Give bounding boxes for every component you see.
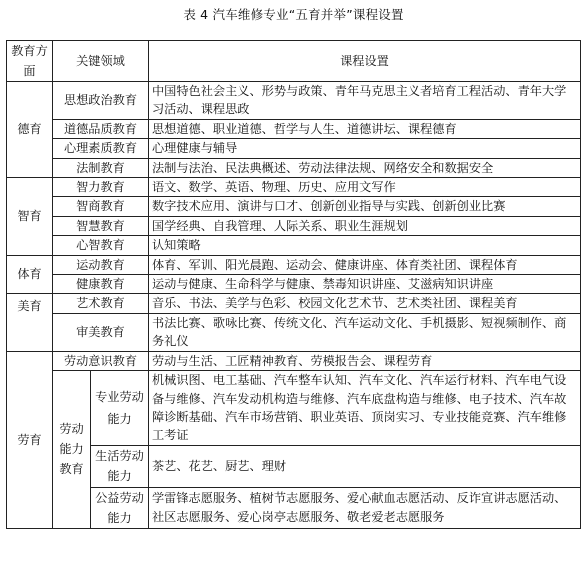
area-label: 艺术教育 <box>53 294 149 313</box>
course-cell: 劳动与生活、工匠精神教育、劳模报告会、课程劳育 <box>149 351 581 370</box>
course-cell: 书法比赛、歌咏比赛、传统文化、汽车运动文化、手机摄影、短视频制作、商务礼仪 <box>149 313 581 351</box>
table-row <box>7 82 581 120</box>
table-row <box>7 236 581 255</box>
course-cell: 国学经典、自我管理、人际关系、职业生涯规划 <box>149 216 581 235</box>
sub-area-label: 专业劳动能力 <box>91 371 149 446</box>
area-label: 心智教育 <box>53 236 149 255</box>
area-label: 智商教育 <box>53 197 149 216</box>
course-cell: 茶艺、花艺、厨艺、理财 <box>149 445 581 487</box>
table-row <box>7 158 581 177</box>
ability-group-label: 劳动能力教育 <box>53 371 91 529</box>
aspect-label: 智育 <box>7 178 53 256</box>
aspect-label: 美育 <box>7 294 53 351</box>
area-label: 道德品质教育 <box>53 119 149 138</box>
table-row <box>7 275 581 294</box>
course-cell: 心理健康与辅导 <box>149 139 581 158</box>
area-label: 运动教育 <box>53 255 149 274</box>
table-row <box>7 255 581 274</box>
table-row <box>7 445 581 487</box>
aspect-label: 德育 <box>7 82 53 178</box>
aspect-label: 体育 <box>7 255 53 294</box>
table-row <box>7 313 581 351</box>
table-row <box>7 197 581 216</box>
area-label: 智力教育 <box>53 178 149 197</box>
course-cell: 法制与法治、民法典概述、劳动法律法规、网络安全和数据安全 <box>149 158 581 177</box>
table-row <box>7 119 581 138</box>
area-label: 健康教育 <box>53 275 149 294</box>
aspect-label: 劳育 <box>7 351 53 528</box>
table-row <box>7 487 581 528</box>
course-cell: 体育、军训、阳光晨跑、运动会、健康讲座、体育类社团、课程体育 <box>149 255 581 274</box>
course-cell: 思想道德、职业道德、哲学与人生、道德讲坛、课程德育 <box>149 119 581 138</box>
course-cell: 音乐、书法、美学与色彩、校园文化艺术节、艺术类社团、课程美育 <box>149 294 581 313</box>
course-cell: 学雷锋志愿服务、植树节志愿服务、爱心献血志愿活动、反诈宣讲志愿活动、社区志愿服务、爱心岗亭志愿服务、敬老爱老志愿服务 <box>149 487 581 528</box>
course-table <box>6 40 581 529</box>
sub-area-label: 公益劳动能力 <box>91 487 149 528</box>
table-row <box>7 371 581 446</box>
table-row <box>7 139 581 158</box>
table-header-row <box>7 41 581 82</box>
table-row <box>7 216 581 235</box>
course-cell: 认知策略 <box>149 236 581 255</box>
area-label: 劳动意识教育 <box>53 351 149 370</box>
area-label: 心理素质教育 <box>53 139 149 158</box>
header-education-aspect: 教育方面 <box>7 41 53 82</box>
area-label: 审美教育 <box>53 313 149 351</box>
area-label: 智慧教育 <box>53 216 149 235</box>
course-cell: 运动与健康、生命科学与健康、禁毒知识讲座、艾滋病知识讲座 <box>149 275 581 294</box>
header-course-setting: 课程设置 <box>149 41 581 82</box>
course-cell: 数字技术应用、演讲与口才、创新创业指导与实践、创新创业比赛 <box>149 197 581 216</box>
course-cell: 机械识图、电工基础、汽车整车认知、汽车文化、汽车运行材料、汽车电气设备与维修、汽车发动机构造与维修、汽车底盘构造与维修、电子技术、汽车故障诊断基础、汽车市场营销、职业英语、顶岗实习、专业技能竞赛、汽车维修工考证 <box>149 371 581 446</box>
table-row <box>7 351 581 370</box>
area-label: 法制教育 <box>53 158 149 177</box>
area-label: 思想政治教育 <box>53 82 149 120</box>
table-row <box>7 178 581 197</box>
header-key-area: 关键领域 <box>53 41 149 82</box>
sub-area-label: 生活劳动能力 <box>91 445 149 487</box>
course-cell: 语文、数学、英语、物理、历史、应用文写作 <box>149 178 581 197</box>
table-caption: 表 4 汽车维修专业“五育并举”课程设置 <box>183 7 404 22</box>
course-cell: 中国特色社会主义、形势与政策、青年马克思主义者培育工程活动、青年大学习活动、课程思政 <box>149 82 581 120</box>
table-row <box>7 294 581 313</box>
